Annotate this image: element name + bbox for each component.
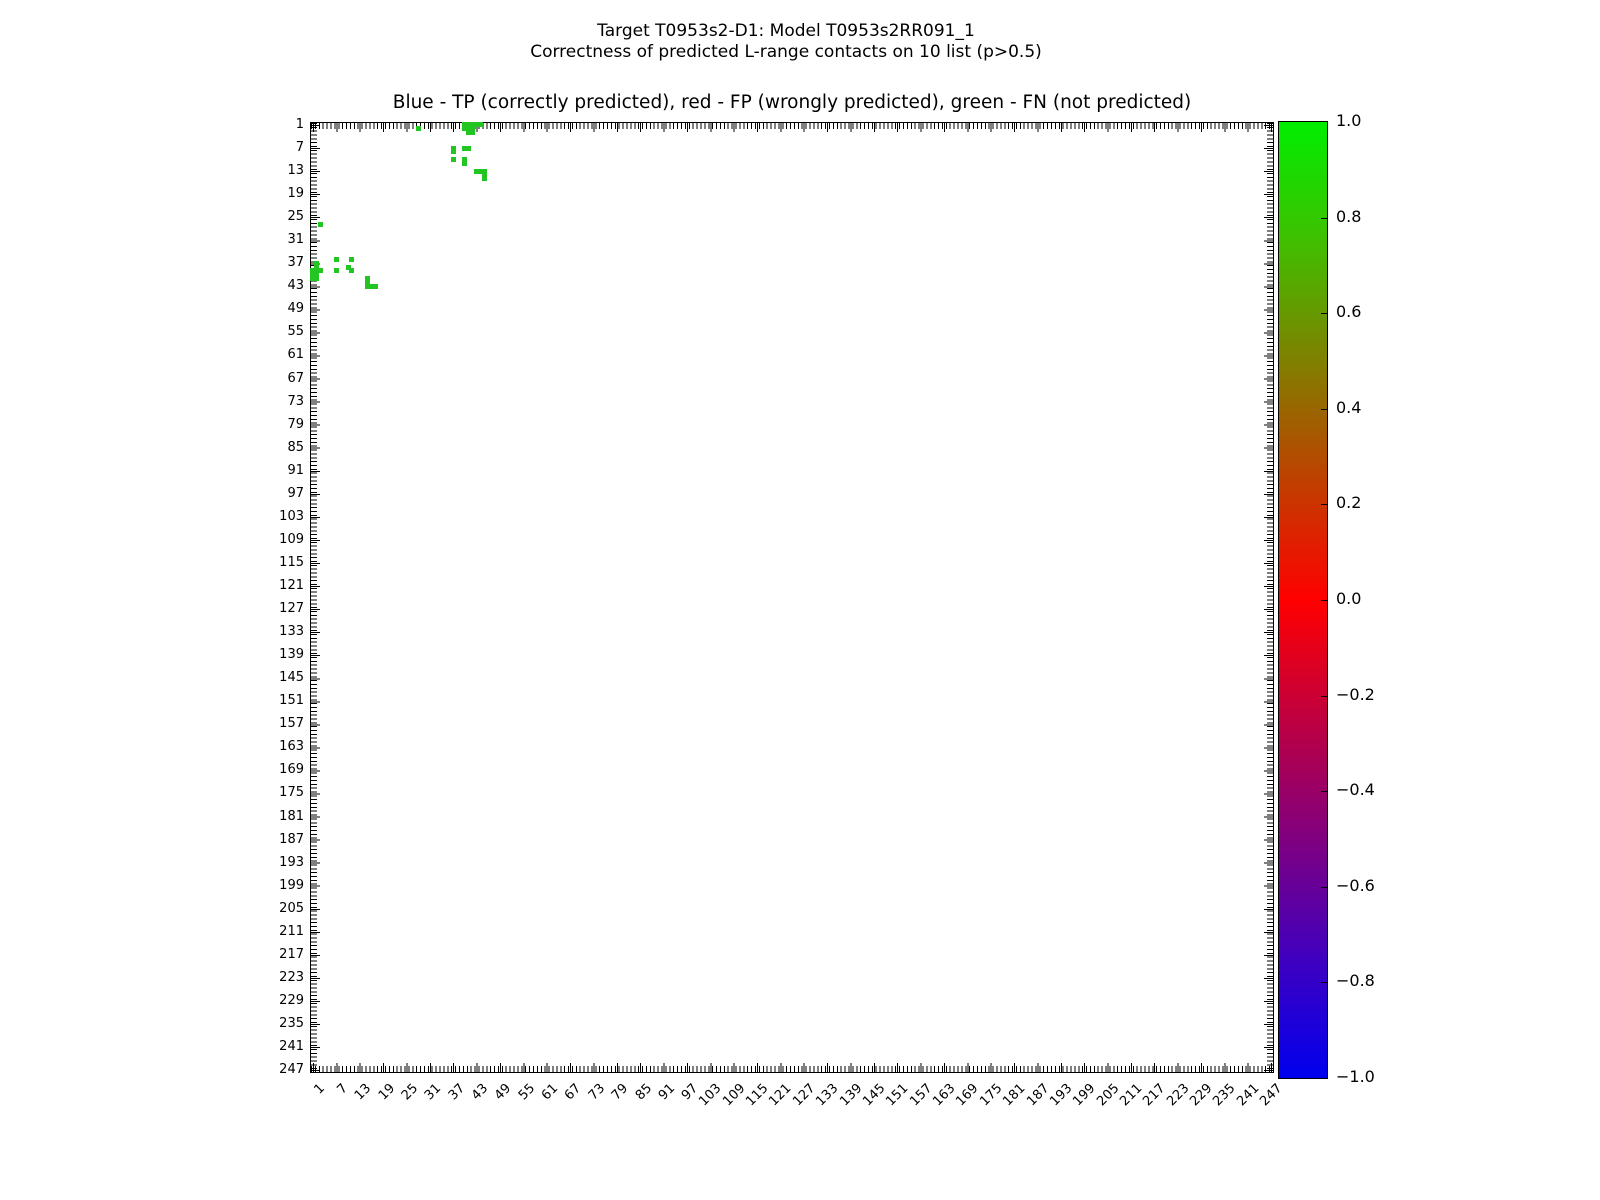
x-tick-label: 187 xyxy=(1023,1081,1053,1110)
colorbar xyxy=(1278,121,1328,1079)
colorbar-tick-label: 0.4 xyxy=(1336,397,1362,417)
fn-contact-cell xyxy=(482,176,487,181)
y-tick-label: 121 xyxy=(279,578,304,593)
y-tick-label: 241 xyxy=(279,1039,304,1054)
y-tick-label: 181 xyxy=(279,808,304,824)
y-tick-label: 145 xyxy=(279,670,304,686)
y-tick-label: 169 xyxy=(279,762,304,778)
x-tick-label: 121 xyxy=(766,1081,795,1110)
y-tick-label: 223 xyxy=(279,969,304,985)
x-tick-label: 103 xyxy=(696,1081,725,1110)
y-tick-label: 61 xyxy=(287,347,304,363)
x-tick-label: 109 xyxy=(720,1081,749,1110)
y-tick-label: 157 xyxy=(279,716,304,732)
y-tick-label: 205 xyxy=(279,900,304,916)
y-tick-label: 133 xyxy=(279,624,304,640)
colorbar-tick-mark xyxy=(1321,504,1327,505)
y-tick-label: 151 xyxy=(279,693,304,709)
colorbar-tick-mark xyxy=(1321,409,1327,410)
y-tick-label: 97 xyxy=(287,485,304,501)
y-tick-label: 7 xyxy=(295,140,304,155)
y-tick-label: 1 xyxy=(295,116,304,132)
y-axis-minor-ticks-right xyxy=(1267,123,1273,1072)
colorbar-tick-mark xyxy=(1321,982,1327,983)
x-tick-label: 61 xyxy=(538,1081,562,1104)
y-tick-label: 91 xyxy=(287,462,304,478)
x-tick-label: 25 xyxy=(398,1081,422,1104)
axes-title: Blue - TP (correctly predicted), red - FP (wrongly predicted), green - FN (not predicted) xyxy=(392,92,1192,113)
figure-title-line1: Target T0953s2-D1: Model T0953s2RR091_1 xyxy=(597,21,975,41)
colorbar-tick-label: 0.6 xyxy=(1336,302,1362,322)
x-tick-label: 157 xyxy=(906,1081,936,1110)
x-tick-label: 1 xyxy=(311,1081,328,1098)
colorbar-tick-mark xyxy=(1321,791,1327,792)
y-tick-label: 235 xyxy=(279,1016,304,1031)
colorbar-tick-mark xyxy=(1321,218,1327,219)
y-tick-label: 25 xyxy=(287,209,304,225)
x-tick-label: 85 xyxy=(632,1081,655,1104)
contact-map-plot-area xyxy=(310,122,1274,1073)
fn-contact-cell xyxy=(451,149,456,154)
y-tick-label: 19 xyxy=(287,186,304,202)
y-tick-label: 193 xyxy=(279,854,304,870)
x-axis-minor-ticks-bottom xyxy=(311,1066,1273,1072)
x-tick-label: 43 xyxy=(468,1081,492,1104)
x-tick-label: 151 xyxy=(883,1081,912,1110)
x-axis-major-ticks-bottom xyxy=(313,1063,1275,1072)
colorbar-tick-label: −0.8 xyxy=(1336,971,1375,991)
colorbar-tick-label: −0.6 xyxy=(1336,875,1375,895)
x-tick-label: 97 xyxy=(679,1081,702,1104)
x-tick-label: 127 xyxy=(790,1081,819,1110)
fn-contact-cell xyxy=(349,257,354,262)
y-tick-label: 115 xyxy=(279,554,304,570)
x-tick-label: 193 xyxy=(1047,1081,1076,1110)
colorbar-tick-mark xyxy=(1321,313,1327,314)
y-tick-label: 247 xyxy=(279,1062,304,1078)
x-tick-label: 91 xyxy=(655,1081,679,1104)
x-tick-label: 115 xyxy=(743,1081,772,1110)
y-axis-major-ticks-right xyxy=(1264,125,1273,1074)
x-tick-label: 19 xyxy=(375,1081,398,1104)
x-tick-label: 199 xyxy=(1070,1081,1099,1110)
x-tick-label: 175 xyxy=(977,1081,1006,1110)
y-tick-label: 13 xyxy=(287,163,304,178)
colorbar-tick-mark xyxy=(1321,887,1327,888)
x-tick-label: 205 xyxy=(1093,1081,1123,1110)
x-tick-label: 211 xyxy=(1117,1081,1146,1110)
fn-contact-cell xyxy=(416,126,421,131)
y-tick-label: 49 xyxy=(287,301,304,317)
fn-contact-cell xyxy=(462,161,467,166)
y-tick-label: 217 xyxy=(279,946,304,962)
fn-contact-cell xyxy=(478,122,483,127)
colorbar-tick-label: −0.2 xyxy=(1336,684,1375,704)
fn-contact-cell xyxy=(334,257,339,262)
fn-contact-cell xyxy=(373,284,378,289)
fn-contact-cell xyxy=(334,268,339,273)
x-tick-label: 139 xyxy=(836,1081,866,1110)
colorbar-tick-label: 0.2 xyxy=(1336,493,1362,513)
x-tick-label: 181 xyxy=(1000,1081,1029,1110)
fn-contact-cell xyxy=(314,276,319,281)
colorbar-tick-mark xyxy=(1321,600,1327,601)
y-tick-label: 79 xyxy=(287,416,304,432)
y-tick-label: 127 xyxy=(279,601,304,616)
colorbar-tick-label: 1.0 xyxy=(1336,111,1362,130)
colorbar-tick-label: 0.0 xyxy=(1336,589,1362,608)
y-tick-label: 199 xyxy=(279,877,304,893)
x-tick-label: 169 xyxy=(953,1081,982,1110)
x-tick-label: 235 xyxy=(1210,1081,1239,1110)
x-tick-label: 241 xyxy=(1234,1081,1263,1110)
x-axis-minor-ticks-top xyxy=(311,123,1273,129)
x-tick-label: 229 xyxy=(1187,1081,1216,1110)
colorbar-tick-label: −0.4 xyxy=(1336,780,1375,800)
x-tick-label: 13 xyxy=(352,1081,375,1104)
y-tick-label: 229 xyxy=(279,992,304,1008)
x-axis-major-ticks-top xyxy=(313,123,1275,132)
x-tick-label: 163 xyxy=(930,1081,959,1110)
x-tick-label: 67 xyxy=(562,1081,585,1104)
y-tick-label: 73 xyxy=(287,393,304,409)
fn-contact-cell xyxy=(466,146,471,151)
x-tick-label: 7 xyxy=(334,1081,351,1098)
y-tick-label: 67 xyxy=(287,370,304,386)
x-tick-label: 55 xyxy=(515,1081,538,1104)
fn-contact-cell xyxy=(349,268,354,273)
x-tick-label: 133 xyxy=(813,1081,842,1110)
y-tick-label: 85 xyxy=(287,439,304,455)
colorbar-tick-mark xyxy=(1321,696,1327,697)
x-tick-label: 247 xyxy=(1257,1081,1286,1110)
y-tick-label: 109 xyxy=(279,531,304,547)
colorbar-tick-label: −1.0 xyxy=(1336,1067,1375,1086)
y-tick-label: 43 xyxy=(287,278,304,294)
y-tick-label: 55 xyxy=(287,324,304,340)
figure-title-line2: Correctness of predicted L-range contacts on 10 list (p>0.5) xyxy=(530,42,1042,62)
fn-contact-cell xyxy=(470,130,475,135)
x-tick-label: 73 xyxy=(585,1081,609,1104)
y-tick-label: 211 xyxy=(279,923,304,939)
y-tick-label: 187 xyxy=(279,831,304,847)
fn-contact-cell xyxy=(451,157,456,162)
x-tick-label: 217 xyxy=(1140,1081,1169,1110)
y-tick-label: 31 xyxy=(287,232,304,248)
x-tick-label: 79 xyxy=(609,1081,632,1104)
x-tick-label: 145 xyxy=(860,1081,889,1110)
fn-contact-cell xyxy=(318,222,323,227)
y-tick-label: 139 xyxy=(279,647,304,663)
x-tick-label: 37 xyxy=(445,1081,468,1104)
x-tick-label: 31 xyxy=(422,1081,445,1104)
y-tick-label: 175 xyxy=(279,785,304,801)
y-tick-label: 163 xyxy=(279,739,304,755)
y-tick-label: 103 xyxy=(279,508,304,524)
x-tick-label: 49 xyxy=(492,1081,515,1104)
colorbar-tick-label: 0.8 xyxy=(1336,206,1362,226)
y-tick-label: 37 xyxy=(287,255,304,271)
x-tick-label: 223 xyxy=(1164,1081,1193,1110)
